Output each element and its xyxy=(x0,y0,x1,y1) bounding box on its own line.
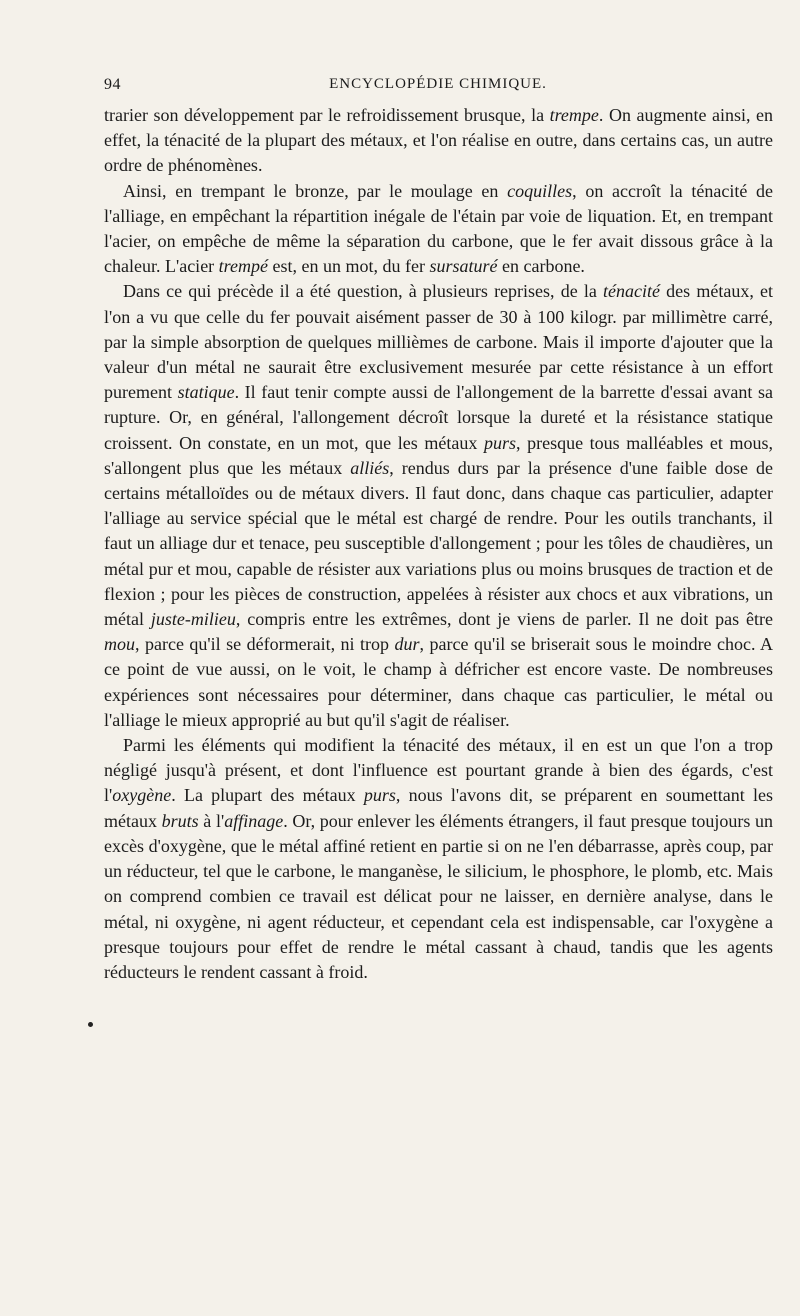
text-run: en carbone. xyxy=(497,256,585,277)
italic-term: juste-milieu xyxy=(150,609,236,630)
text-run: , parce qu'il se briserait sous le moindre choc. A ce point de vue aussi, on le voit, le champ à défricher est encore vaste. De nombreuses expériences sont nécessaires pour déterminer, dans chaque cas particulier, le métal ou l'alliage le mieux approprié au but qu'il s'agit de réaliser. xyxy=(104,634,773,730)
text-run: . La plupart des métaux xyxy=(171,785,364,806)
italic-term: mou xyxy=(104,634,135,655)
italic-term: ténacité xyxy=(603,281,661,302)
paragraph-3 xyxy=(104,279,773,733)
text-run: , on accroît la ténacité de l'alliage, en empêchant la répartition inégale de l'étain par voie de liquation. Et, en trempant l'acier, on empêche de même la séparation du carbone, que le fer avait dissous grâce à la chaleur. L'acier xyxy=(104,180,773,277)
text-run: à l' xyxy=(198,810,225,831)
text-run: , parce qu'il se déformerait, ni trop xyxy=(135,634,395,655)
text-run: . Il faut tenir compte aussi de l'allongement de la barrette d'essai avant sa rupture. Or, en général, l'allongement décroît lorsque la dureté et la résistance statique croissent. On constate, en un mot, que les métaux xyxy=(104,382,773,453)
ink-spot xyxy=(88,1022,93,1027)
text-run: des métaux, et l'on a vu que celle du fer pouvait aisément passer de 30 à 100 kilogr. par millimètre carré, par la simple absorption de quelques millièmes de carbone. Mais il importe d'ajouter que la valeur d'un métal ne saurait être exclusivement mesurée par cette résistance à un effort purement xyxy=(104,281,773,403)
text-run: , rendus durs par la présence d'une faible dose de certains métalloïdes ou de métaux divers. Il faut donc, dans chaque cas particulier, adapter l'alliage au service spécial que le métal est chargé de rendre. Pour les outils tranchants, il faut un alliage dur et tenace, peu susceptible d'allongement ; pour les tôles de chaudières, un métal pur et mou, capable de résister aux variations plus ou moins brusques de traction et de flexion ; pour les pièces de construction, appelées à résister aux chocs et aux vibrations, un métal xyxy=(104,457,774,630)
italic-term: affinage xyxy=(224,810,284,831)
italic-term: coquilles xyxy=(507,180,573,201)
text-run: . Or, pour enlever les éléments étrangers, il faut presque toujours un excès d'oxygène, que le métal affiné retient en partie si on ne l'en débarrasse, après coup, par un réducteur, tel que le carbone, le manganèse, le silicium, le phosphore, le plomb, etc. Mais on comprend combien ce travail est délicat pour ne laisser, en dernière analyse, dans le métal, ni oxygène, ni agent réducteur, et cependant cela est indispensable, car l'oxygène a presque toujours pour effet de rendre le métal cassant à chaud, tandis que les agents réducteurs le rendent cassant à froid. xyxy=(104,810,773,982)
text-run: est, en un mot, du fer xyxy=(268,256,430,277)
text-run: . On augmente ainsi, en effet, la ténacité de la plupart des métaux, et l'on réalise en outre, dans certains cas, un autre ordre de phénomènes. xyxy=(104,105,773,176)
paragraph-2 xyxy=(104,179,773,280)
text-run: Dans ce qui précède il a été question, à plusieurs reprises, de la xyxy=(123,281,604,302)
italic-term: sursaturé xyxy=(429,256,498,277)
page-body xyxy=(104,103,773,985)
text-run: Parmi les éléments qui modifient la ténacité des métaux, il en est un que l'on a trop négligé jusqu'à présent, et dont l'influence est pourtant grande à bien des égards, c'est l' xyxy=(104,735,773,806)
text-run: , nous l'avons dit, se préparent en soumettant les métaux xyxy=(104,785,773,831)
running-head: ENCYCLOPÉDIE CHIMIQUE. xyxy=(329,76,547,92)
italic-term: statique xyxy=(177,382,235,403)
italic-term: purs xyxy=(363,785,396,806)
italic-term: dur xyxy=(394,634,420,655)
text-run: trarier son développement par le refroidissement brusque, la xyxy=(104,105,550,125)
page-number: 94 xyxy=(104,76,121,93)
paragraph-1 xyxy=(104,103,773,179)
text-run: , presque tous malléables et mous, s'allongent plus que les métaux xyxy=(104,432,773,478)
italic-term: alliés xyxy=(350,457,390,478)
paragraph-4 xyxy=(104,733,773,985)
italic-term: oxygène xyxy=(112,785,172,806)
text-run: , compris entre les extrêmes, dont je viens de parler. Il ne doit pas être xyxy=(235,609,773,630)
italic-term: purs xyxy=(483,432,516,453)
page-header xyxy=(104,70,772,104)
italic-term: bruts xyxy=(161,810,199,831)
italic-term: trempé xyxy=(218,256,268,277)
text-run: Ainsi, en trempant le bronze, par le moulage en xyxy=(123,180,508,201)
italic-term: trempe xyxy=(549,105,599,125)
